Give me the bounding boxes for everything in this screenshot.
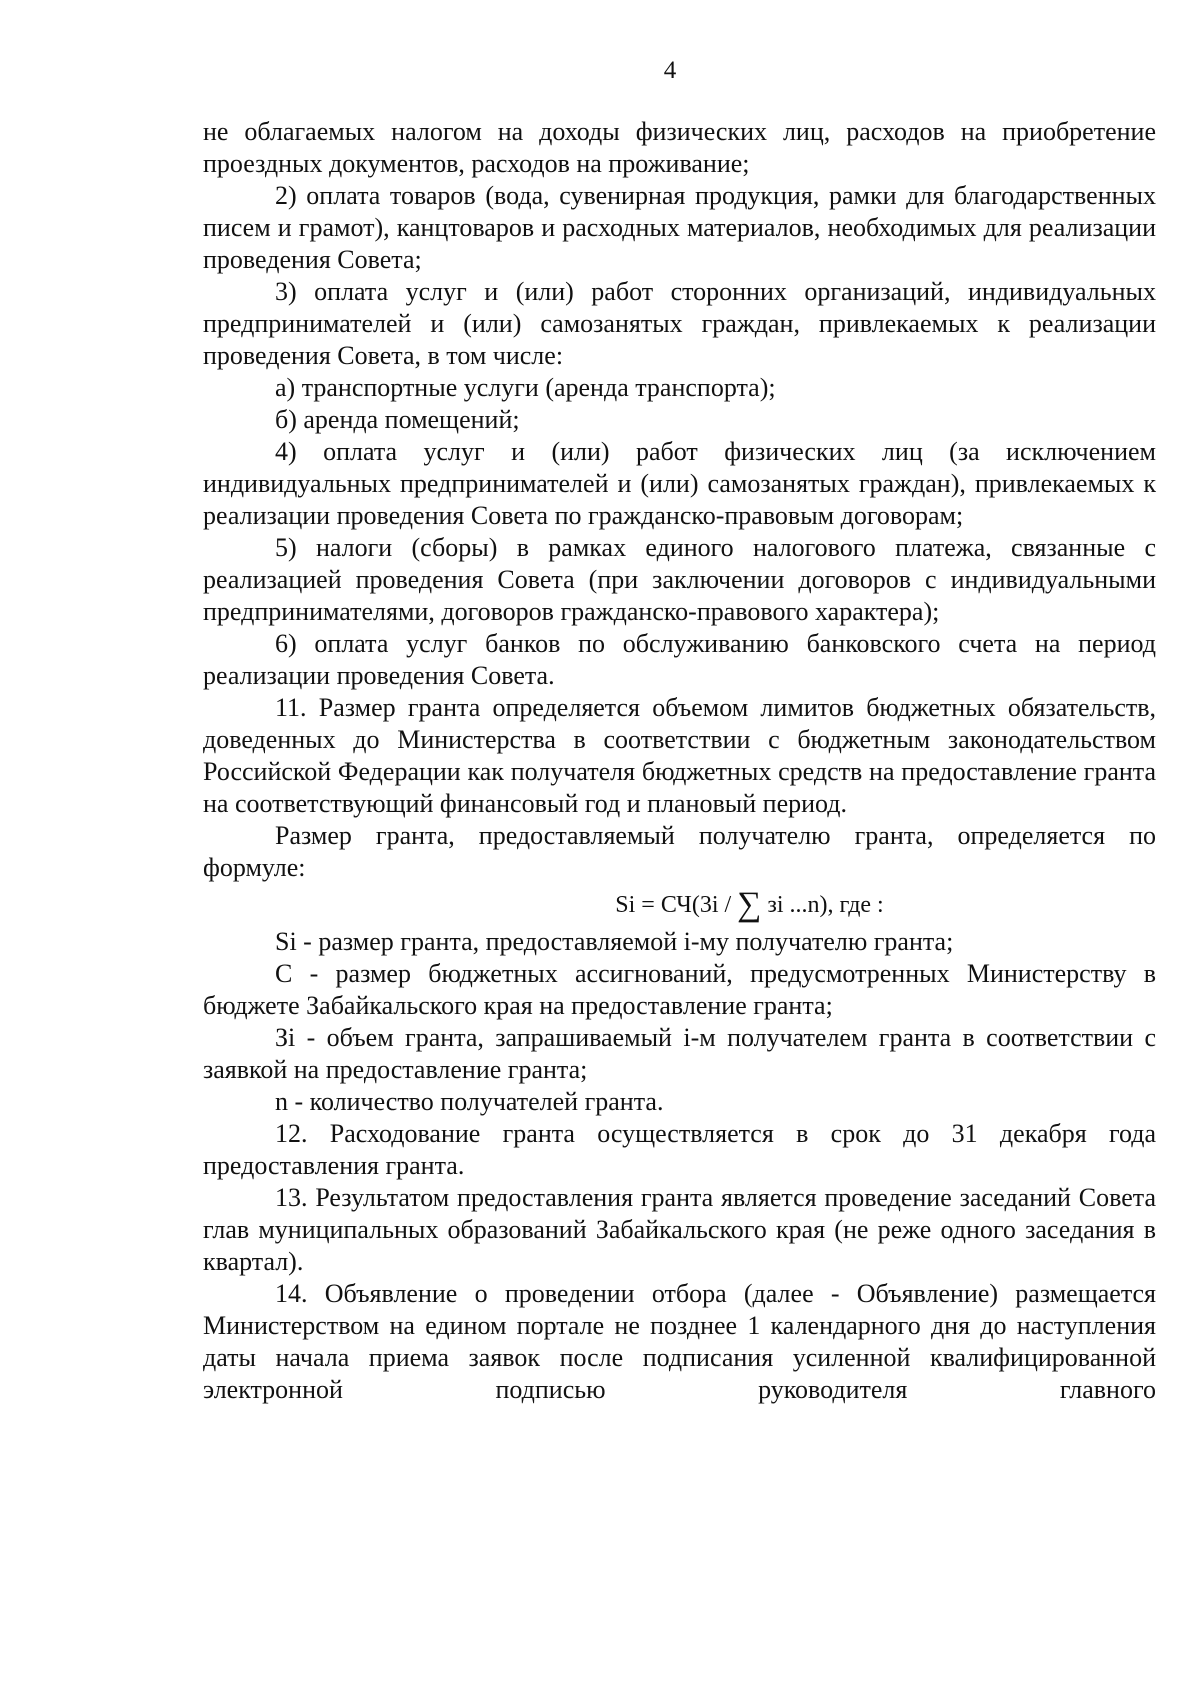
- paragraph: С - размер бюджетных ассигнований, предусмотренных Министерству в бюджете Забайкальского края на предоставление гранта;: [203, 959, 1156, 1020]
- paragraph: 12. Расходование гранта осуществляется в срок до 31 декабря года предоставления гранта.: [203, 1119, 1156, 1180]
- paragraph: n - количество получателей гранта.: [275, 1087, 664, 1116]
- sum-symbol: ∑: [737, 886, 762, 923]
- paragraph: а) транспортные услуги (аренда транспорта);: [275, 373, 776, 402]
- formula-left: Si = СЧ(3i /: [615, 892, 738, 918]
- paragraph: б) аренда помещений;: [275, 405, 520, 434]
- paragraph: 3) оплата услуг и (или) работ сторонних организаций, индивидуальных предпринимателей и (или) самозанятых граждан, привлекаемых к реализации проведения Совета, в том числе:: [203, 277, 1156, 370]
- paragraph: 2) оплата товаров (вода, сувенирная продукция, рамки для благодарственных писем и грамот), канцтоваров и расходных материалов, необходимых для реализации проведения Совета;: [203, 181, 1156, 274]
- paragraph: 6) оплата услуг банков по обслуживанию банковского счета на период реализации проведения Совета.: [203, 629, 1156, 690]
- page-number: 4: [663, 57, 677, 84]
- paragraph: 11. Размер гранта определяется объемом лимитов бюджетных обязательств, доведенных до Министерства в соответствии с бюджетным законодательством Российской Федерации как получателя бюджетных средств на предоставление гранта на соответствующий финансовый год и плановый период.: [203, 693, 1156, 818]
- formula-right: зi ...n), где :: [761, 892, 884, 918]
- paragraph: 4) оплата услуг и (или) работ физических лиц (за исключением индивидуальных предпринимателей и (или) самозанятых граждан), привлекаемых к реализации проведения Совета по гражданско-правовым договорам;: [203, 437, 1156, 530]
- grant-formula: [203, 886, 1156, 924]
- paragraph: 13. Результатом предоставления гранта является проведение заседаний Совета глав муниципальных образований Забайкальского края (не реже одного заседания в квартал).: [203, 1183, 1156, 1276]
- paragraph: не облагаемых налогом на доходы физических лиц, расходов на приобретение проездных документов, расходов на проживание;: [203, 117, 1156, 178]
- paragraph: Si - размер гранта, предоставляемой i-му получателю гранта;: [275, 927, 954, 956]
- paragraph: Размер гранта, предоставляемый получателю гранта, определяется по формуле:: [203, 821, 1156, 882]
- paragraph: Зi - объем гранта, запрашиваемый i-м получателем гранта в соответствии с заявкой на предоставление гранта;: [203, 1023, 1156, 1084]
- paragraph: 5) налоги (сборы) в рамках единого налогового платежа, связанные с реализацией проведения Совета (при заключении договоров с индивидуальными предпринимателями, договоров гражданско-правового характера);: [203, 533, 1156, 626]
- document-body: [203, 116, 1156, 1406]
- paragraph: 14. Объявление о проведении отбора (далее - Объявление) размещается Министерством на едином портале не позднее 1 календарного дня до наступления даты начала приема заявок после подписания усиленной квалифицированной электронной подписью руководителя главного: [203, 1279, 1156, 1404]
